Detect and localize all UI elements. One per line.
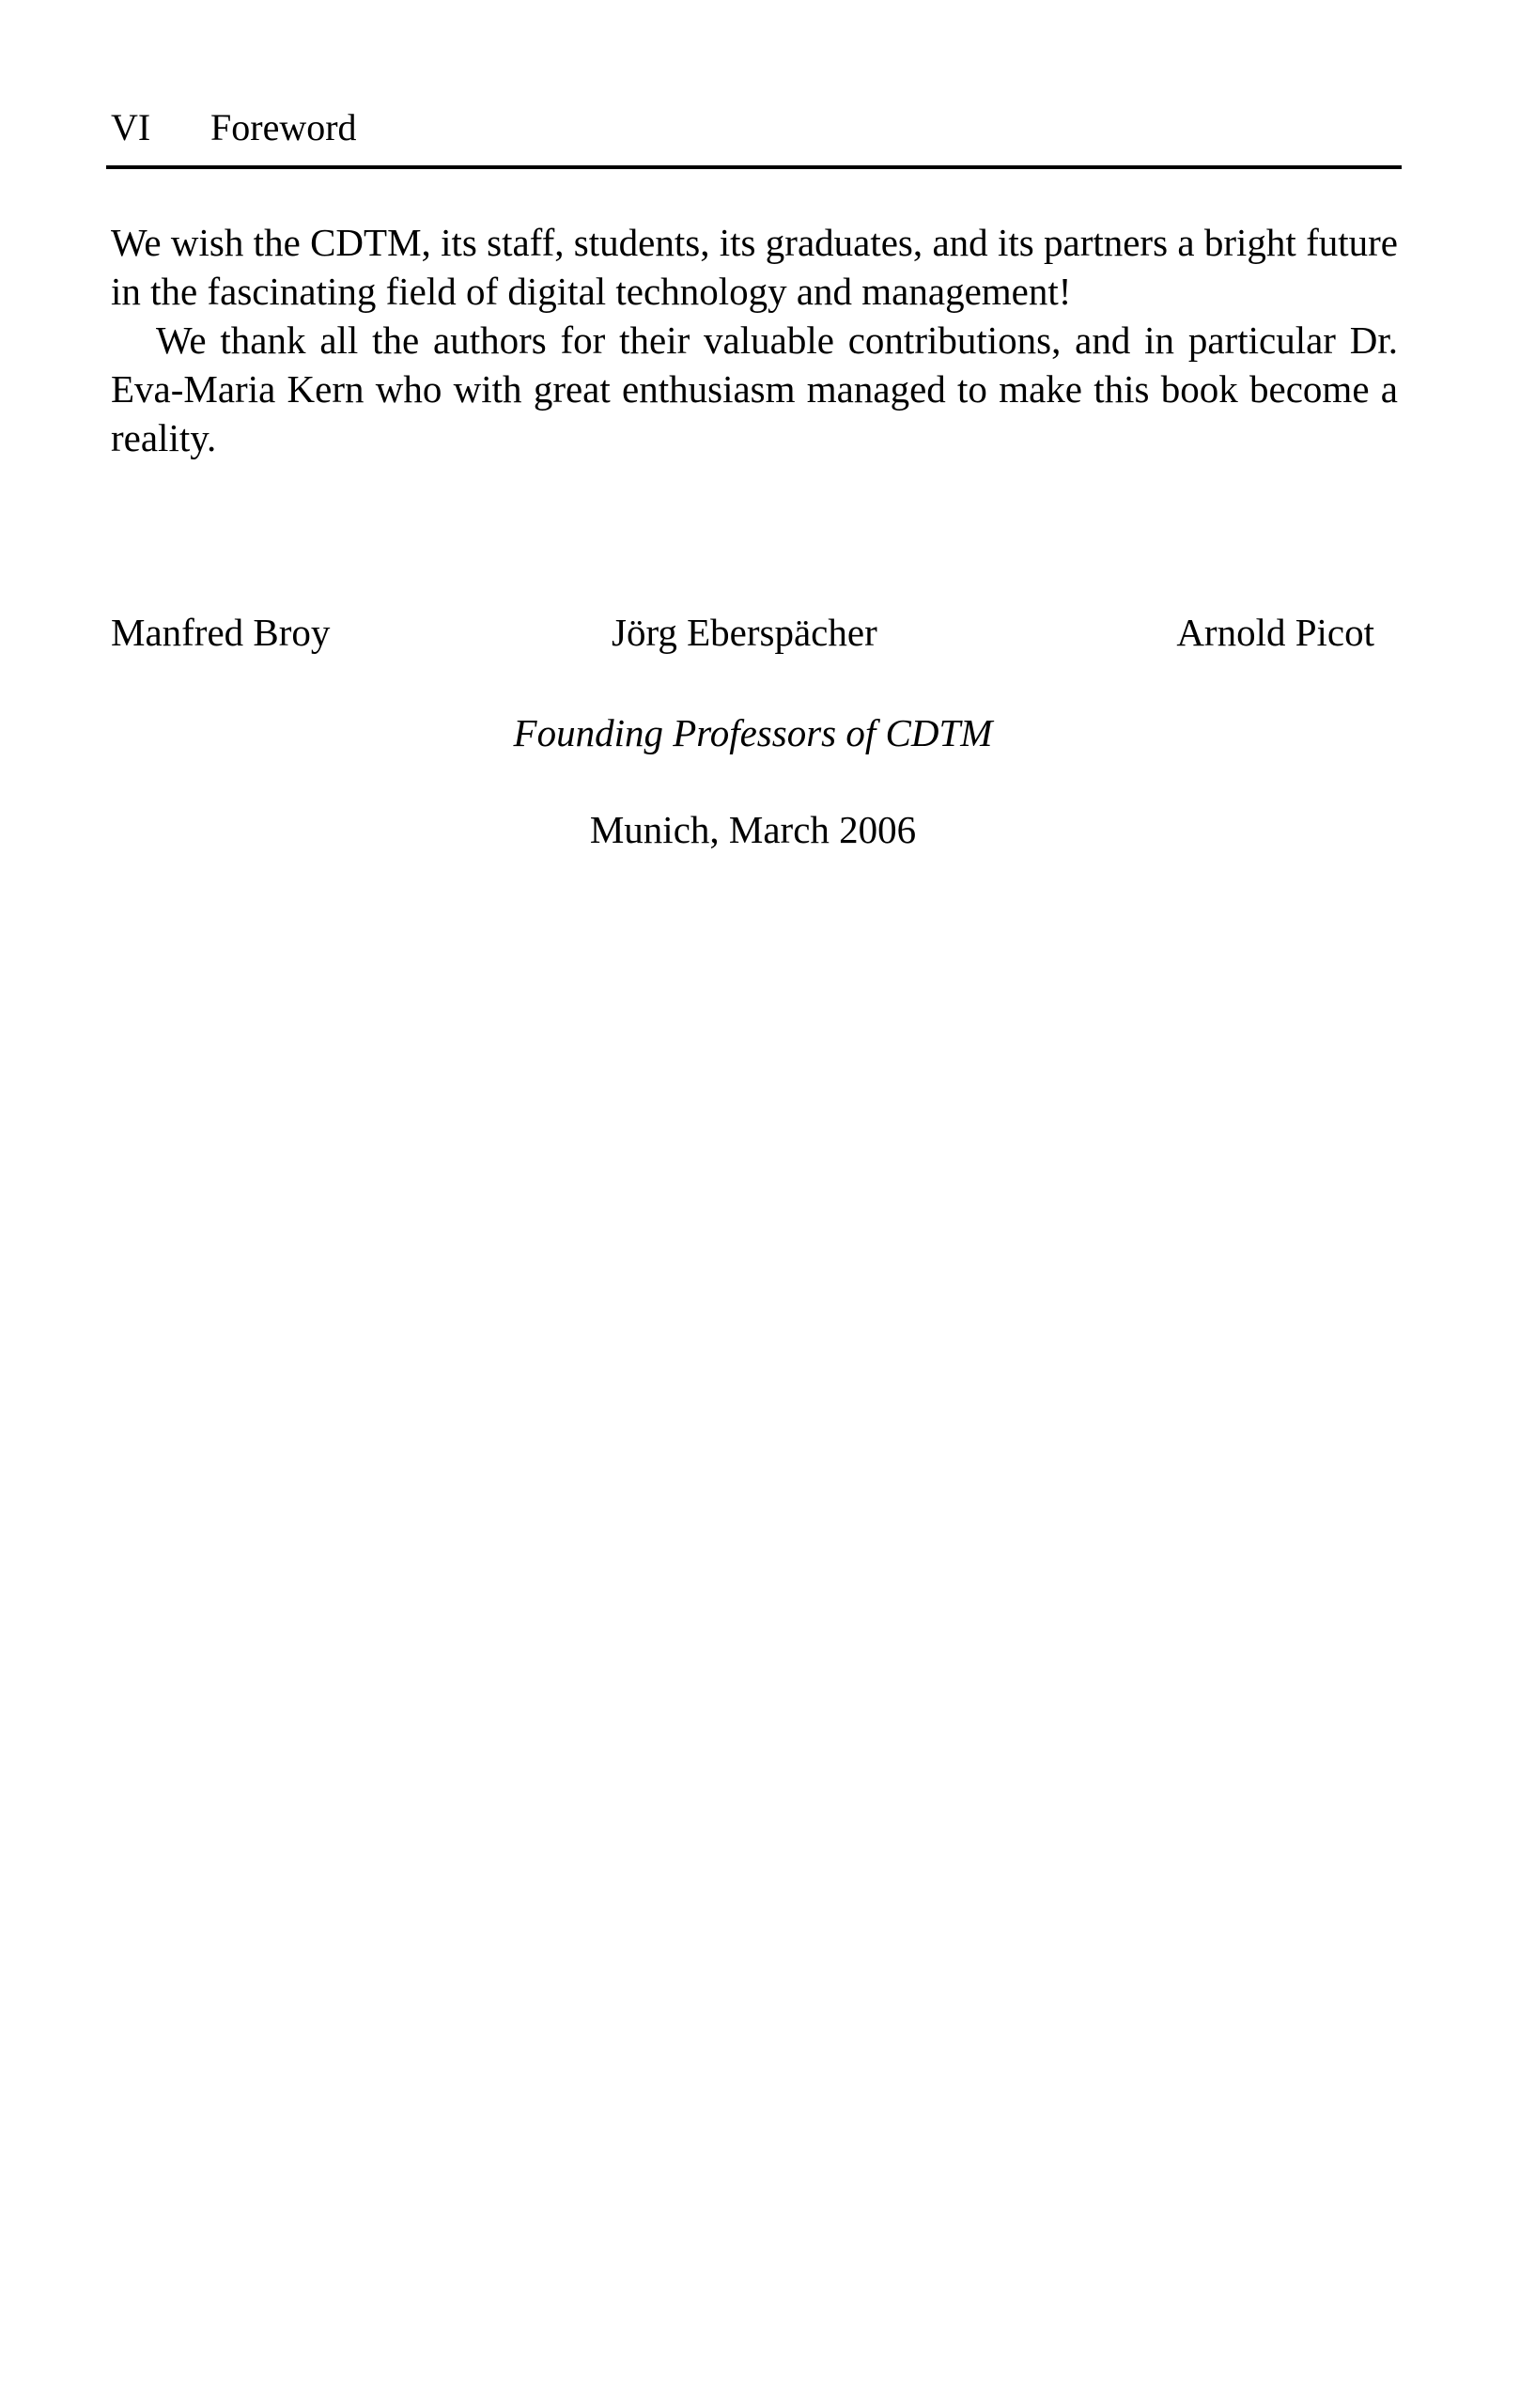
running-head xyxy=(111,101,1404,154)
body-text xyxy=(111,218,1398,462)
signatory-eberspaecher: Jörg Eberspächer xyxy=(612,611,877,654)
signatures xyxy=(111,606,1374,659)
affiliation: Founding Professors of CDTM xyxy=(513,711,993,754)
paragraph-thanks: We thank all the authors for their valuable contributions, and in particular Dr. Eva-Maria Kern who with great enthusiasm managed to make this book become a reality. xyxy=(111,318,1398,459)
section-title: Foreword xyxy=(210,106,357,148)
place-date: Munich, March 2006 xyxy=(589,808,917,851)
signatory-broy: Manfred Broy xyxy=(111,611,331,654)
signatory-picot: Arnold Picot xyxy=(1176,611,1374,654)
header-rule xyxy=(106,165,1402,169)
paragraph-wish: We wish the CDTM, its staff, students, its graduates, and its partners a bright future in the fascinating field of digital technology and management! xyxy=(111,221,1398,313)
page-number: VI xyxy=(111,106,151,148)
